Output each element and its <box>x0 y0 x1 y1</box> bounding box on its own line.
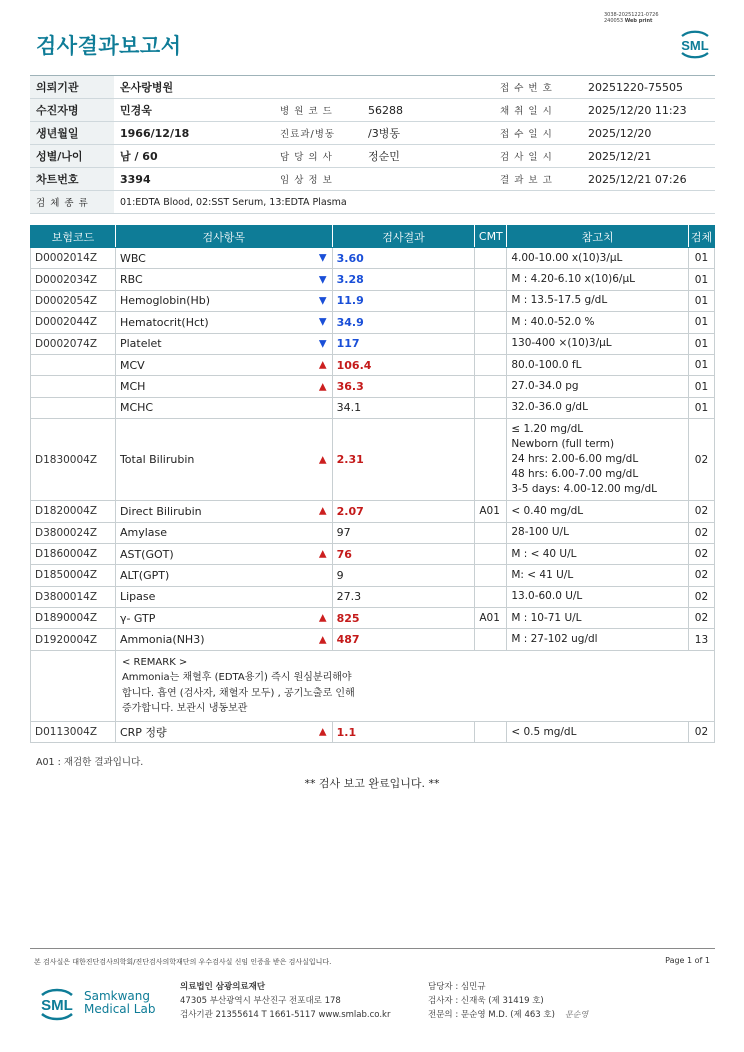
insurance-code <box>31 354 116 375</box>
specimen-label: 검 체 종 류 <box>30 191 114 214</box>
result-row <box>31 269 715 290</box>
remark-text: < REMARK > Ammonia는 채혈후 (EDTA용기) 즉시 원심분리해야 합니다. 흡연 (검사자, 채혈자 모두) , 공기노출로 인해 증가합니다. 보관시 냉동보관 <box>115 650 714 721</box>
info-row <box>30 122 715 145</box>
test-name <box>115 312 332 333</box>
specimen-code: 02 <box>688 419 714 501</box>
insurance-code: D1860004Z <box>31 543 116 564</box>
sml-footer-logo-icon <box>36 984 78 1024</box>
low-flag-icon: ▼ <box>318 316 327 328</box>
col-ref: 참고치 <box>507 226 689 248</box>
info-value: 3394 <box>114 168 274 191</box>
test-name-label: Total Bilirubin <box>119 453 195 467</box>
specimen-code: 01 <box>688 354 714 375</box>
specimen-value: 01:EDTA Blood, 02:SST Serum, 13:EDTA Plasma <box>114 191 715 214</box>
specimen-code: 01 <box>688 397 714 418</box>
result-row <box>31 565 715 586</box>
specimen-code: 02 <box>688 565 714 586</box>
test-name-label: Hematocrit(Hct) <box>119 315 209 329</box>
staff-info: 담당자 : 심민규 검사자 : 신재욱 (제 31419 호) 전문의 : 문순영 M.D. (제 463 호) 문순영 <box>428 982 589 1020</box>
info-label: 접 수 일 시 <box>494 122 582 145</box>
reference-range: 4.00-10.00 x(10)3/µL <box>507 248 689 269</box>
reference-range: 130-400 ×(10)3/µL <box>507 333 689 354</box>
test-name-label: Ammonia(NH3) <box>119 633 205 647</box>
high-flag-icon: ▲ <box>318 454 327 466</box>
test-name-label: Direct Bilirubin <box>119 504 202 518</box>
info-value: /3병동 <box>362 122 494 145</box>
test-name <box>115 721 332 742</box>
result-row <box>31 608 715 629</box>
a01-note: A01 : 재검한 결과입니다. <box>36 757 144 768</box>
insurance-code: D1830004Z <box>31 419 116 501</box>
specimen-code: 02 <box>688 501 714 522</box>
comment-code: A01 <box>475 501 507 522</box>
result-row <box>31 586 715 607</box>
result-row <box>31 721 715 742</box>
reference-range: M : 4.20-6.10 x(10)6/µL <box>507 269 689 290</box>
test-name-label: MCH <box>119 380 146 394</box>
test-name <box>115 543 332 564</box>
test-name <box>115 419 332 501</box>
insurance-code: D0002034Z <box>31 269 116 290</box>
specimen-code: 01 <box>688 248 714 269</box>
result-value: 9 <box>332 565 475 586</box>
col-code: 보험코드 <box>31 226 116 248</box>
info-value: 온사랑병원 <box>114 76 274 99</box>
col-value: 검사결과 <box>332 226 475 248</box>
low-flag-icon: ▼ <box>318 274 327 286</box>
test-name <box>115 333 332 354</box>
test-name-label: Amylase <box>119 526 167 540</box>
reference-range: 28-100 U/L <box>507 522 689 543</box>
certification-text: 본 검사실은 대한진단검사의학회/진단검사의학재단의 우수검사실 신임 인증을 받은 검사실입니다. <box>34 958 332 966</box>
svg-text:SML: SML <box>681 38 709 53</box>
insurance-code: D0002014Z <box>31 248 116 269</box>
info-value: 56288 <box>362 99 494 122</box>
reference-range: M : 40.0-52.0 % <box>507 312 689 333</box>
high-flag-icon: ▲ <box>318 359 327 371</box>
comment-code: A01 <box>475 608 507 629</box>
comment-code <box>475 522 507 543</box>
print-code: 3038-20251221-0726 240053 Web print <box>604 12 659 24</box>
insurance-code: D1820004Z <box>31 501 116 522</box>
test-name <box>115 586 332 607</box>
specimen-row <box>30 191 715 214</box>
info-label: 생년월일 <box>30 122 114 145</box>
info-row <box>30 145 715 168</box>
result-value: 34.9 <box>332 312 475 333</box>
result-row <box>31 290 715 311</box>
col-specimen: 검체 <box>688 226 714 248</box>
test-name <box>115 629 332 650</box>
info-value <box>362 168 494 191</box>
high-flag-icon: ▲ <box>318 381 327 393</box>
info-label: 차트번호 <box>30 168 114 191</box>
info-value: 민경욱 <box>114 99 274 122</box>
col-name: 검사항목 <box>115 226 332 248</box>
high-flag-icon: ▲ <box>318 548 327 560</box>
comment-code <box>475 586 507 607</box>
test-name-label: MCV <box>119 358 145 372</box>
info-value: 20251220-75505 <box>582 76 715 99</box>
result-row <box>31 419 715 501</box>
col-cmt: CMT <box>475 226 507 248</box>
comment-code <box>475 629 507 650</box>
info-value <box>362 76 494 99</box>
test-name <box>115 376 332 397</box>
info-value: 정순민 <box>362 145 494 168</box>
test-name-label: CRP 정량 <box>119 726 167 740</box>
info-value: 2025/12/21 07:26 <box>582 168 715 191</box>
info-label: 진료과/병동 <box>274 122 362 145</box>
result-value: 1.1 <box>332 721 475 742</box>
insurance-code: D0002044Z <box>31 312 116 333</box>
info-label: 수진자명 <box>30 99 114 122</box>
test-name-label: γ- GTP <box>119 611 156 625</box>
info-label: 병 원 코 드 <box>274 99 362 122</box>
info-row <box>30 99 715 122</box>
test-name-label: RBC <box>119 273 143 287</box>
specimen-code: 02 <box>688 543 714 564</box>
results-header-row <box>31 226 715 248</box>
brand-name: Samkwang Medical Lab <box>84 989 156 1016</box>
test-name <box>115 248 332 269</box>
info-label: 성별/나이 <box>30 145 114 168</box>
test-name-label: Platelet <box>119 337 162 351</box>
insurance-code: D3800014Z <box>31 586 116 607</box>
result-row <box>31 397 715 418</box>
test-name <box>115 290 332 311</box>
comment-code <box>475 333 507 354</box>
reference-range: 13.0-60.0 U/L <box>507 586 689 607</box>
info-label: 의뢰기관 <box>30 76 114 99</box>
specimen-code: 02 <box>688 608 714 629</box>
reference-range: M : < 40 U/L <box>507 543 689 564</box>
info-label: 임 상 정 보 <box>274 168 362 191</box>
comment-code <box>475 269 507 290</box>
specimen-code: 01 <box>688 376 714 397</box>
insurance-code: D0113004Z <box>31 721 116 742</box>
reference-range: M : 10-71 U/L <box>507 608 689 629</box>
test-name <box>115 354 332 375</box>
specimen-code: 02 <box>688 586 714 607</box>
patient-info-table <box>30 75 715 214</box>
test-name-label: ALT(GPT) <box>119 568 170 582</box>
result-row <box>31 248 715 269</box>
insurance-code <box>31 397 116 418</box>
result-row <box>31 501 715 522</box>
result-value: 11.9 <box>332 290 475 311</box>
reference-range: 32.0-36.0 g/dL <box>507 397 689 418</box>
signature: 문순영 <box>564 1010 589 1019</box>
specimen-code: 02 <box>688 721 714 742</box>
info-label: 담 당 의 사 <box>274 145 362 168</box>
insurance-code: D0002074Z <box>31 333 116 354</box>
high-flag-icon: ▲ <box>318 726 327 738</box>
svg-text:SML: SML <box>41 997 73 1014</box>
low-flag-icon: ▼ <box>318 338 327 350</box>
info-value: 2025/12/21 <box>582 145 715 168</box>
info-label: 검 사 일 시 <box>494 145 582 168</box>
test-name <box>115 565 332 586</box>
insurance-code: D3800024Z <box>31 522 116 543</box>
result-value: 36.3 <box>332 376 475 397</box>
result-value: 2.31 <box>332 419 475 501</box>
result-value: 76 <box>332 543 475 564</box>
comment-code <box>475 312 507 333</box>
comment-code <box>475 721 507 742</box>
reference-range: < 0.40 mg/dL <box>507 501 689 522</box>
reference-range: ≤ 1.20 mg/dL Newborn (full term) 24 hrs: 2.00-6.00 mg/dL 48 hrs: 6.00-7.00 mg/dL 3-5 days: 4.00-12.00 mg/dL <box>507 419 689 501</box>
insurance-code: D1850004Z <box>31 565 116 586</box>
info-value: 1966/12/18 <box>114 122 274 145</box>
low-flag-icon: ▼ <box>318 252 327 264</box>
test-name-label: AST(GOT) <box>119 547 174 561</box>
result-value: 2.07 <box>332 501 475 522</box>
comment-code <box>475 290 507 311</box>
result-value: 27.3 <box>332 586 475 607</box>
test-name <box>115 501 332 522</box>
test-name-label: WBC <box>119 251 146 265</box>
comment-code <box>475 248 507 269</box>
test-name-label: MCHC <box>119 401 154 415</box>
info-value: 2025/12/20 11:23 <box>582 99 715 122</box>
remark-spacer <box>31 650 116 721</box>
result-row <box>31 376 715 397</box>
result-value: 34.1 <box>332 397 475 418</box>
info-value: 2025/12/20 <box>582 122 715 145</box>
info-label: 결 과 보 고 <box>494 168 582 191</box>
result-row <box>31 312 715 333</box>
result-value: 825 <box>332 608 475 629</box>
info-label: 접 수 번 호 <box>494 76 582 99</box>
result-value: 3.60 <box>332 248 475 269</box>
specimen-code: 13 <box>688 629 714 650</box>
specimen-code: 02 <box>688 522 714 543</box>
result-row <box>31 543 715 564</box>
comment-code <box>475 543 507 564</box>
test-name <box>115 522 332 543</box>
high-flag-icon: ▲ <box>318 634 327 646</box>
result-value: 3.28 <box>332 269 475 290</box>
result-value: 117 <box>332 333 475 354</box>
specimen-code: 01 <box>688 269 714 290</box>
high-flag-icon: ▲ <box>318 612 327 624</box>
insurance-code: D1890004Z <box>31 608 116 629</box>
comment-code <box>475 376 507 397</box>
reference-range: 80.0-100.0 fL <box>507 354 689 375</box>
page-number: Page 1 of 1 <box>665 956 710 965</box>
result-value: 487 <box>332 629 475 650</box>
result-row <box>31 333 715 354</box>
test-name <box>115 608 332 629</box>
reference-range: < 0.5 mg/dL <box>507 721 689 742</box>
sml-logo-icon <box>676 26 714 62</box>
comment-code <box>475 354 507 375</box>
corporation-info: 의료법인 삼광의료재단 47305 부산광역시 부산진구 전포대로 178 검사기관 21355614 T 1661-5117 www.smlab.co.kr <box>180 982 391 1020</box>
info-row <box>30 168 715 191</box>
comment-code <box>475 419 507 501</box>
insurance-code <box>31 376 116 397</box>
result-row <box>31 354 715 375</box>
test-name <box>115 397 332 418</box>
result-value: 106.4 <box>332 354 475 375</box>
info-label: 채 취 일 시 <box>494 99 582 122</box>
insurance-code: D1920004Z <box>31 629 116 650</box>
result-row <box>31 522 715 543</box>
report-complete-note: ** 검사 보고 완료입니다. ** <box>304 777 440 790</box>
reference-range: M: < 41 U/L <box>507 565 689 586</box>
specimen-code: 01 <box>688 290 714 311</box>
reference-range: 27.0-34.0 pg <box>507 376 689 397</box>
specimen-code: 01 <box>688 312 714 333</box>
test-name-label: Hemoglobin(Hb) <box>119 294 211 308</box>
test-name-label: Lipase <box>119 590 156 604</box>
comment-code <box>475 397 507 418</box>
info-label <box>274 76 362 99</box>
specimen-code: 01 <box>688 333 714 354</box>
remark-row <box>31 650 715 721</box>
reference-range: M : 13.5-17.5 g/dL <box>507 290 689 311</box>
page-title: 검사결과보고서 <box>36 34 182 58</box>
info-row <box>30 76 715 99</box>
comment-code <box>475 565 507 586</box>
test-name <box>115 269 332 290</box>
low-flag-icon: ▼ <box>318 295 327 307</box>
info-value: 남 / 60 <box>114 145 274 168</box>
insurance-code: D0002054Z <box>31 290 116 311</box>
high-flag-icon: ▲ <box>318 505 327 517</box>
reference-range: M : 27-102 ug/dl <box>507 629 689 650</box>
result-value: 97 <box>332 522 475 543</box>
result-row <box>31 629 715 650</box>
results-table <box>30 225 715 743</box>
footer-divider <box>30 948 715 949</box>
